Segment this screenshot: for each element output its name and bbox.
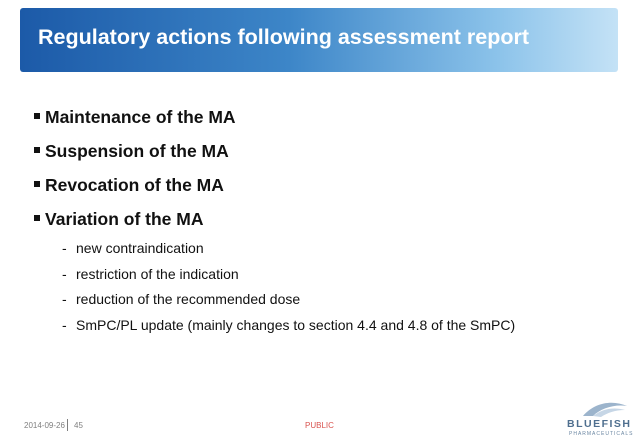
sub-bullet-text: SmPC/PL update (mainly changes to section 4.4 and 4.8 of the SmPC): [76, 316, 516, 333]
bullet-list: [34, 106, 236, 242]
title-banner: [20, 8, 618, 72]
sub-bullet-item: [62, 239, 515, 265]
slide-title: Regulatory actions following assessment report: [38, 25, 530, 49]
dash-marker: -: [62, 291, 67, 307]
bluefish-logo: [553, 398, 633, 440]
square-bullet-icon: [34, 181, 40, 187]
sub-bullet-item: [62, 265, 515, 291]
bullet-text: Maintenance of the MA: [45, 107, 236, 127]
footer-date: 2014-09-26: [24, 421, 65, 430]
sub-bullet-item: [62, 290, 515, 316]
dash-marker: -: [62, 240, 67, 256]
square-bullet-icon: [34, 147, 40, 153]
square-bullet-icon: [34, 113, 40, 119]
logo-tagline: PHARMACEUTICALS: [569, 431, 634, 437]
footer-divider: [67, 419, 68, 431]
bullet-item: [34, 174, 236, 208]
dash-marker: -: [62, 265, 67, 282]
sub-bullet-text: new contraindication: [76, 240, 204, 256]
logo-name: BLUEFISH: [567, 418, 632, 430]
page-number: 45: [74, 421, 83, 430]
bullet-item: [34, 208, 236, 242]
sub-bullet-item: [62, 316, 515, 342]
square-bullet-icon: [34, 215, 40, 221]
bullet-item: [34, 106, 236, 140]
classification-label: PUBLIC: [305, 421, 334, 430]
bullet-text: Variation of the MA: [45, 209, 204, 229]
bullet-text: Revocation of the MA: [45, 175, 224, 195]
bullet-item: [34, 140, 236, 174]
sub-bullet-text: reduction of the recommended dose: [76, 291, 301, 307]
sub-bullet-text: restriction of the indication: [76, 265, 239, 282]
dash-marker: -: [62, 316, 67, 333]
bullet-text: Suspension of the MA: [45, 141, 229, 161]
sub-bullet-list: [62, 239, 515, 341]
